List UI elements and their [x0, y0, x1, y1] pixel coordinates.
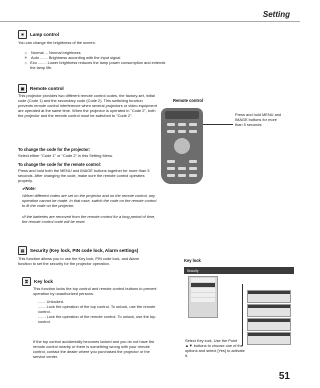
remote-button: [189, 123, 197, 126]
lamp-control-title: [18, 30, 59, 39]
remote-button: [178, 130, 186, 133]
menu-row-selected: [191, 283, 215, 287]
key-lock-title-text: Key lock: [34, 279, 53, 284]
lamp-control-title-text: Lamp control: [30, 32, 60, 37]
key-lock-figure-label: Key lock: [184, 258, 201, 263]
key-lock-option-panel: [247, 332, 291, 345]
bulb-icon: ☼: [24, 50, 28, 55]
auto-icon: ☀: [24, 55, 28, 60]
remote-button: [178, 167, 186, 170]
lamp-option-eco: ☼ Eco ........ Lower brightness reduces the lamp power consumption and extends the lamp life.: [24, 60, 166, 70]
remote-button: [189, 130, 197, 133]
remote-button: [167, 167, 175, 170]
key-lock-option-unlocked: ....... Unlocked.: [38, 299, 64, 304]
eco-icon: ☼: [24, 60, 28, 65]
lamp-intro: You can change the brightness of the screen.: [18, 40, 96, 45]
menu-row: [191, 293, 215, 297]
page-header: [0, 0, 300, 24]
remote-dpad: [174, 138, 190, 154]
note-batteries: •If the batteries are removed from the remote control for a long period of time, the remote control code will be reset.: [22, 214, 156, 224]
remote-button: [167, 130, 175, 133]
remote-code-heading: To change the code for the remote control:: [18, 162, 102, 167]
page-number: 51: [278, 371, 290, 382]
lamp-icon: ☀: [18, 30, 27, 39]
key-lock-options: [38, 299, 158, 324]
lamp-option-auto: ☀ Auto ....... Brightness according with the input signal: [24, 55, 121, 60]
security-body: This function allows you to use the Key lock, PIN code lock, and Alarm function to set the security for the projector operation.: [18, 256, 140, 266]
security-title: [18, 246, 138, 255]
remote-figure-label: Remote control: [173, 98, 204, 103]
projector-code-heading: To change the code for the projector:: [18, 147, 91, 152]
menu-row: [191, 298, 215, 302]
key-lock-option-remote: ....... Lock the operation of the remote control. To unlock, use the top control.: [38, 314, 156, 324]
remote-button: [189, 174, 197, 177]
key-icon: ⚿: [22, 277, 31, 286]
menu-row: [191, 288, 215, 292]
callout-leader: [203, 124, 233, 125]
remote-button: [178, 123, 186, 126]
key-lock-option-panel: [247, 304, 291, 317]
remote-code-text: Press and hold both the MENU and IMAGE buttons together for more than 5 seconds. After changing the code, make sure the remote control operates properly.: [18, 168, 150, 183]
key-lock-option-panel: [247, 318, 291, 331]
remote-control-title-text: Remote control: [30, 86, 64, 91]
security-menu-panel: [188, 276, 218, 318]
remote-control-title: [18, 84, 64, 93]
security-menu-label: Security: [187, 268, 199, 273]
lock-icon: ▤: [18, 246, 27, 255]
lamp-option-normal: ☼ Normal ... Normal brightness: [24, 50, 81, 55]
remote-button: [167, 174, 175, 177]
note-heading: ✔Note:: [22, 186, 36, 191]
remote-control-illustration: [161, 108, 203, 184]
key-lock-title: [22, 277, 53, 286]
projector-code-text: Select either "Code 1" or "Code 2" in this Setting Menu.: [18, 153, 114, 158]
key-lock-option-panel: [247, 290, 291, 303]
menu-row: [191, 278, 215, 282]
key-lock-footnote: If the top control accidentally becomes locked and you do not have the remote control nearby or there is something wrong with your remote control, contact the dealer where you purchased the projector or the service center.: [33, 339, 155, 359]
remote-button: [167, 123, 175, 126]
remote-top-panel: [165, 111, 199, 119]
note-codes: •When different codes are set on the projector and on the remote control, any operation cannot be made. In that case, switch the code on the remote control to fit the code on the projector.: [22, 193, 157, 208]
remote-button: [167, 160, 175, 163]
remote-button: [189, 167, 197, 170]
page-title: Setting: [262, 10, 290, 19]
key-lock-body: This function locks the top control and remote control buttons to prevent operation by unauthorized persons.: [33, 286, 157, 296]
security-title-text: Security (Key lock, PIN code lock, Alarm settings): [30, 248, 139, 253]
remote-button: [189, 160, 197, 163]
key-lock-option-top-control: ....... Lock the operation of the top control. To unlock, use the remote control.: [38, 304, 156, 314]
remote-button: [178, 174, 186, 177]
remote-body: This projector provides two different remote control codes, the factory-set, initial code (Code 1) and the secondary code (Code 2). This switching function prevents remote control interference when several projectors or video equipment are operated at the same time. When the projector is operated in "Code 2", both the projector and the remote control must be switched to "Code 2".: [18, 93, 157, 118]
remote-icon: ▣: [18, 84, 27, 93]
remote-callout: Press and hold MENU and IMAGE buttons for more than 5 seconds.: [235, 112, 282, 127]
lamp-options: [24, 50, 169, 70]
connector-line: [242, 284, 243, 346]
key-lock-caption: Select Key lock. Use the Point ▲▼ buttons to choose one of the options and select [Yes] to activate it.: [185, 338, 245, 358]
security-menu-bar: [184, 267, 294, 274]
header-rule: [0, 21, 300, 22]
